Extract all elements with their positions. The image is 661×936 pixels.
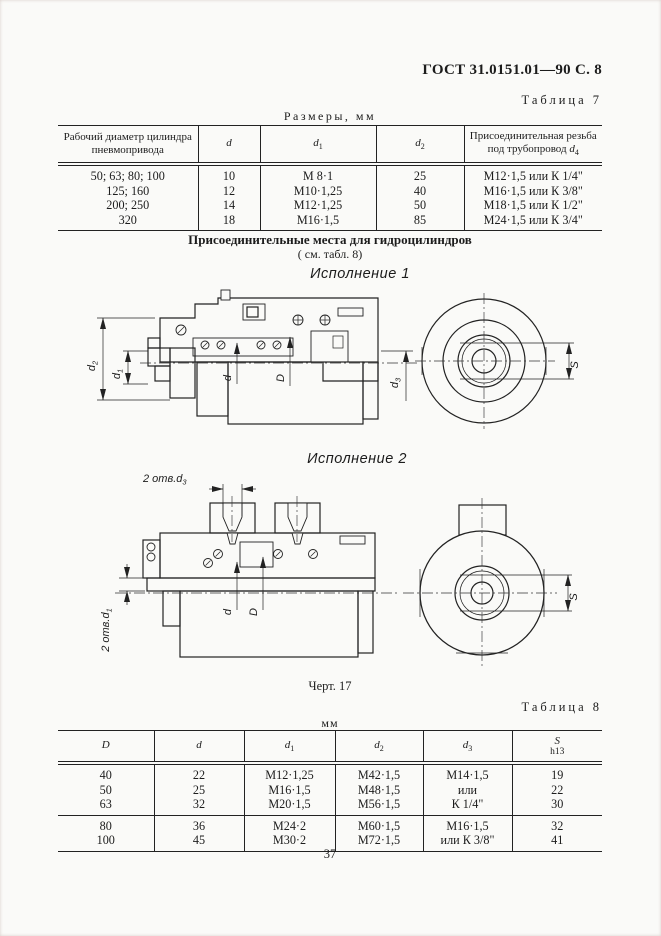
table-row: 63 32 М20·1,5 М56·1,5 К 1/4" 30	[58, 797, 602, 815]
table7-label: Таблица 7	[521, 93, 602, 107]
table-row: 80 36 М24·2 М60·1,5 М16·1,5 32	[58, 815, 602, 833]
dim-label-d3: $d_3$	[389, 377, 403, 389]
t7-col-working-diameter: Рабочий диаметр цилиндра пневмопривода	[58, 126, 198, 165]
t8-col-d2: $d_2$	[335, 731, 423, 764]
dim-label-D: D	[248, 608, 260, 616]
section-view-1	[140, 290, 420, 424]
dim-label-d1: $d_1$	[111, 368, 125, 380]
table-row: 200; 250 14 М12·1,25 50 М18·1,5 или К 1/2"	[58, 198, 602, 213]
table8-label: Таблица 8	[521, 700, 602, 714]
t7-col-pipe-thread: Присоединительная резьба под трубопровод $d_4$	[464, 126, 602, 165]
flange-plate	[147, 578, 375, 591]
table-row: 50 25 М16·1,5 М48·1,5 или 22	[58, 783, 602, 798]
t7-col-d: d	[198, 126, 260, 165]
end-view-2	[403, 498, 580, 668]
table-7	[58, 125, 602, 231]
table-row: 100 45 М30·2 М72·1,5 или К 3/8" 41	[58, 833, 602, 851]
cylinder-body	[180, 591, 358, 657]
dimensions-2	[100, 473, 263, 653]
dim-label-2holes-d1: 2 $отв.d_1$	[100, 608, 114, 652]
rod-end	[170, 348, 195, 398]
t8-col-D: D	[58, 731, 154, 764]
section-view-2	[115, 496, 400, 657]
section-subtitle: ( см. табл. 8)	[297, 247, 363, 261]
table-8	[58, 730, 602, 852]
table-row: 320 18 М16·1,5 85 М24·1,5 или К 3/4"	[58, 213, 602, 231]
dim-label-d: d	[222, 608, 234, 616]
table8-units-title: мм	[321, 716, 339, 730]
variant2-label: Исполнение 2	[307, 451, 407, 467]
table8-header	[58, 731, 602, 764]
inner-cavity	[240, 542, 273, 567]
dim-label-d2: $d_2$	[86, 360, 100, 372]
table-row: 40 22 М12·1,25 М42·1,5 М14·1,5 19	[58, 763, 602, 783]
t7-col-d2: $d_2$	[376, 126, 464, 165]
t7-col-d1: $d_1$	[260, 126, 376, 165]
t8-col-d: d	[154, 731, 244, 764]
dim-label-S: S	[569, 361, 581, 369]
dim-label-D: D	[275, 374, 287, 382]
table-row: 125; 160 12 М10·1,25 40 М16·1,5 или К 3/8"	[58, 184, 602, 199]
dim-label-2holes-d3: 2 $отв.d_3$	[143, 473, 187, 487]
cylinder-body	[228, 362, 363, 424]
table7-units-title: Размеры, мм	[283, 109, 377, 123]
variant1-label: Исполнение 1	[310, 266, 410, 282]
table7-header	[58, 126, 602, 165]
drawing-variant2	[85, 470, 605, 670]
t8-col-S: S h13	[512, 731, 602, 764]
t8-col-d3: $d_3$	[423, 731, 512, 764]
figure-caption: Черт. 17	[308, 679, 352, 693]
drawing-variant1	[85, 286, 605, 448]
dim-label-S: S	[568, 593, 580, 601]
page-number: 37	[323, 847, 337, 861]
end-view-1	[415, 293, 581, 429]
t8-col-d1: $d_1$	[244, 731, 335, 764]
dimensions-1	[86, 318, 413, 401]
dim-label-d: d	[222, 374, 234, 382]
document-header: ГОСТ 31.0151.01—90 С. 8	[422, 62, 602, 78]
table-row: 50; 63; 80; 100 10 М 8·1 25 М12·1,5 или К 1/4"	[58, 164, 602, 184]
section-title: Присоединительные места для гидроцилиндров	[188, 232, 472, 247]
